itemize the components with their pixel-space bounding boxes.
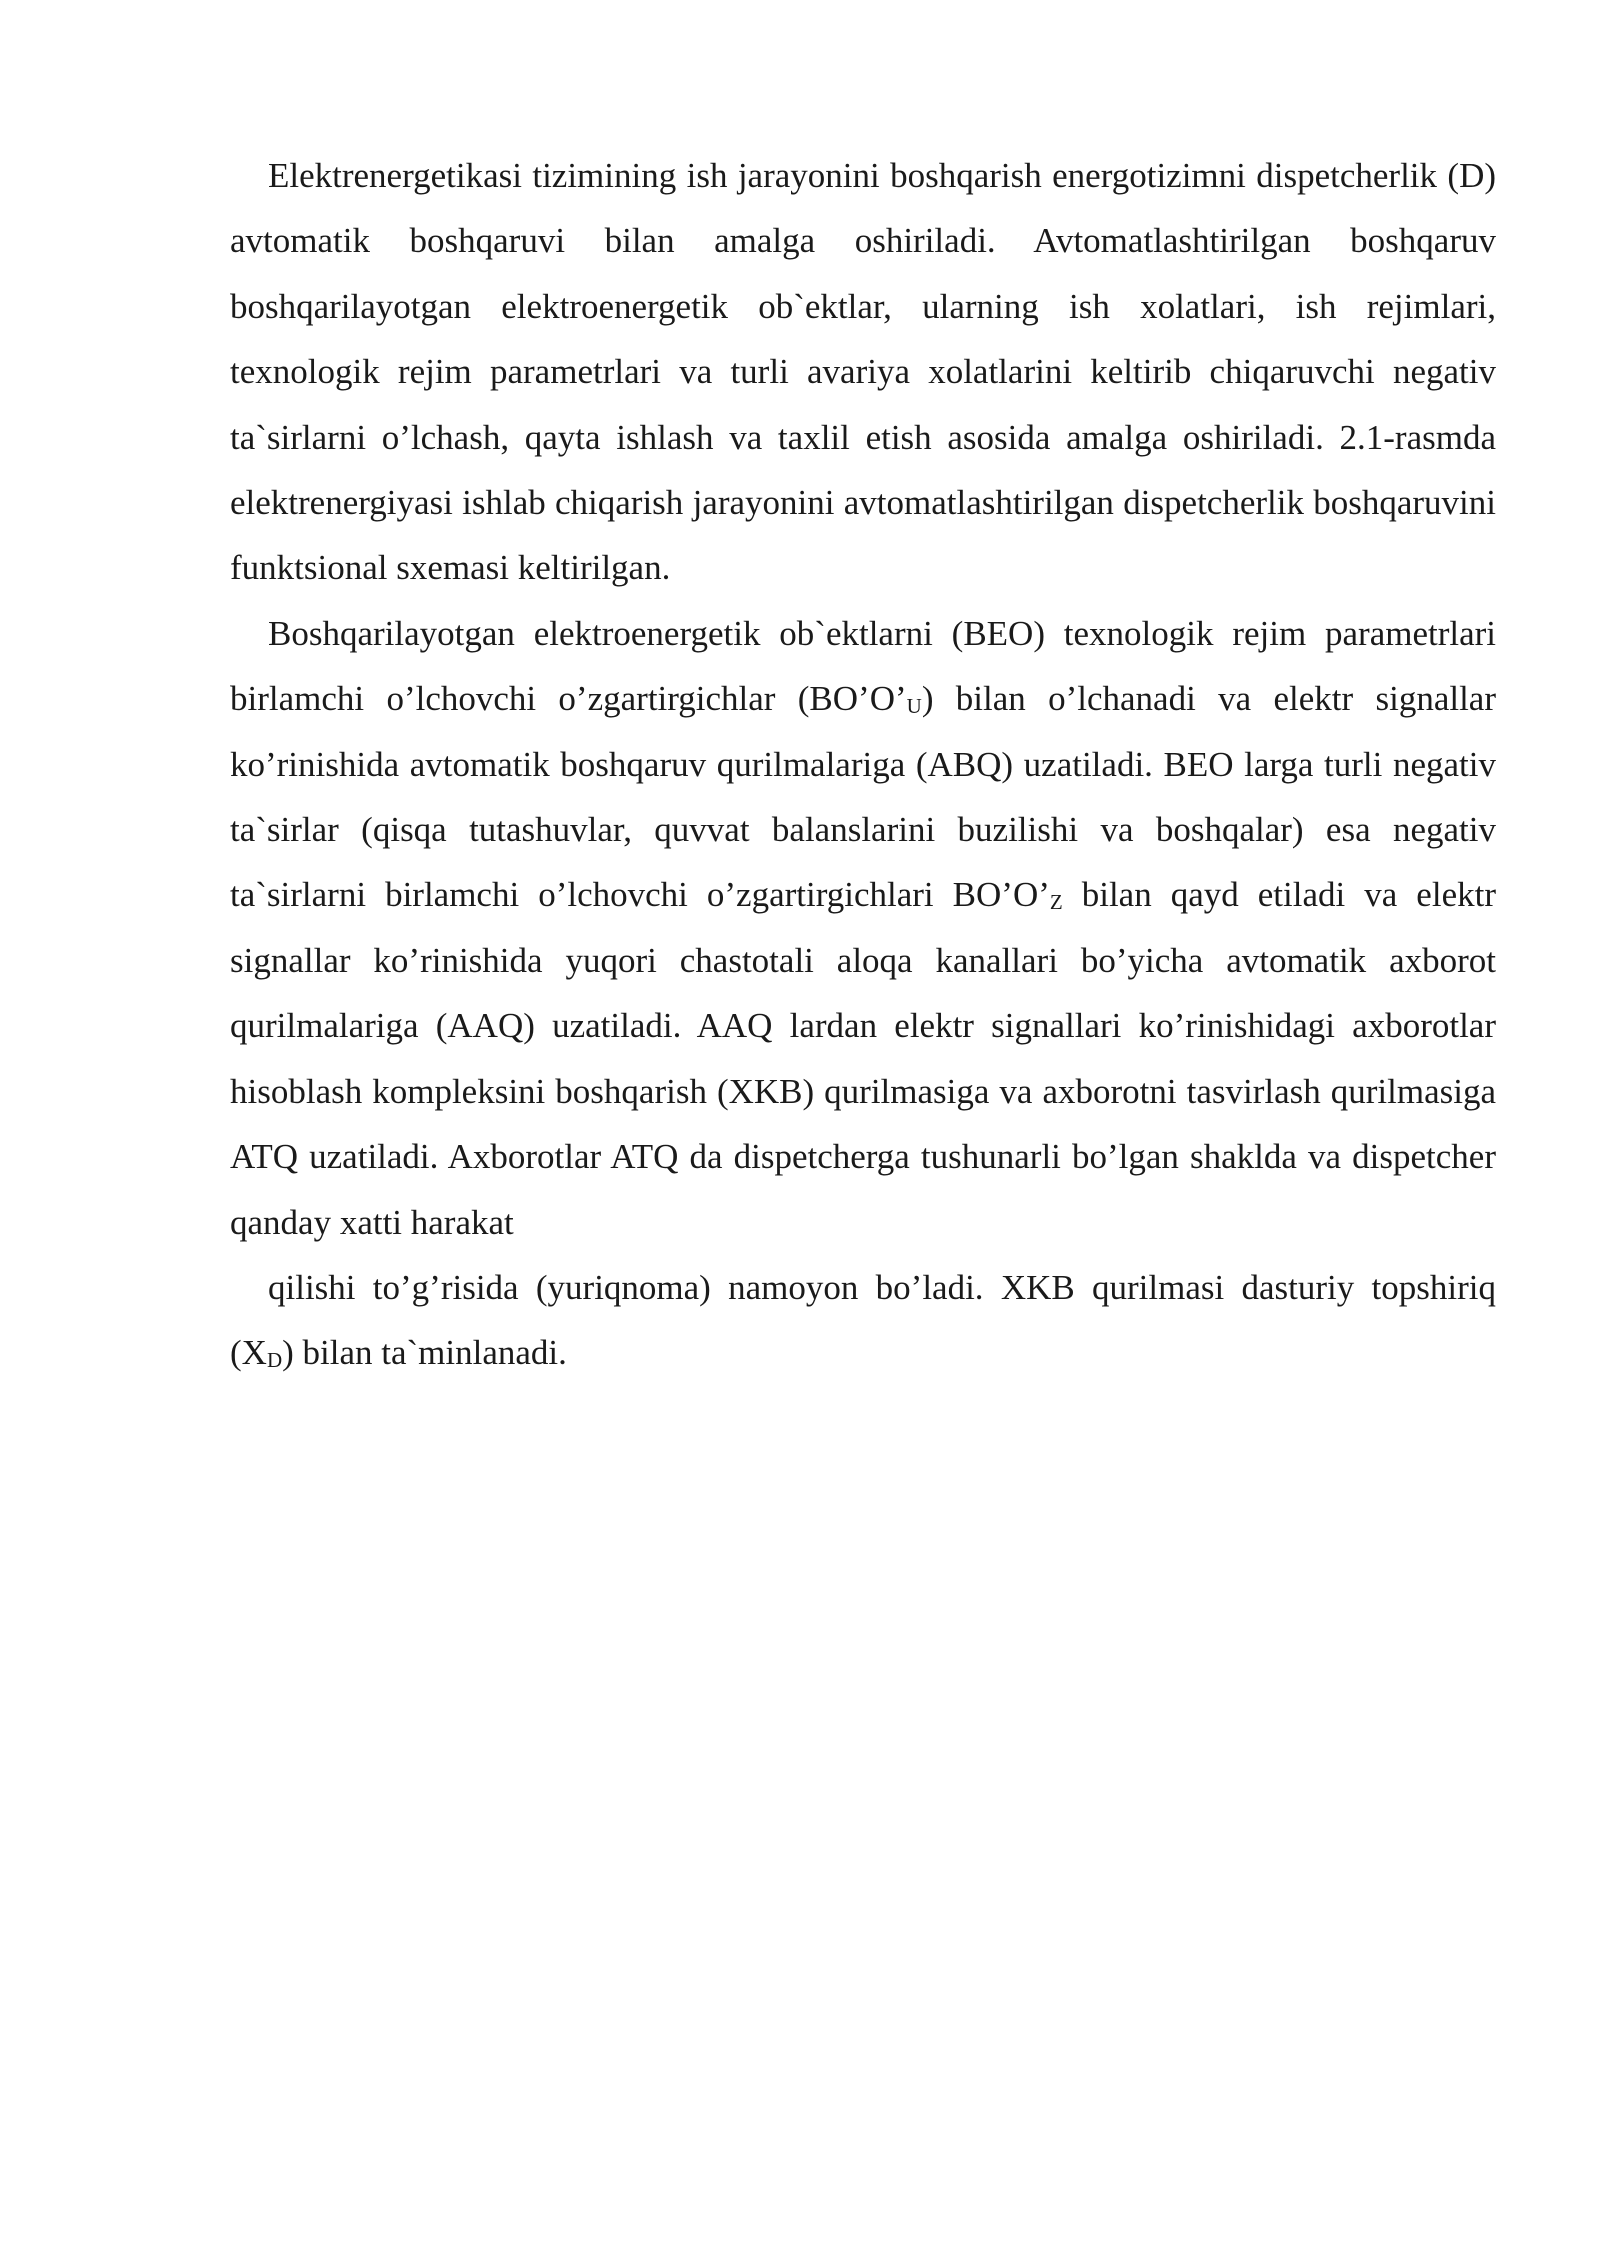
body-text — [230, 143, 1496, 1386]
paragraph-3 — [230, 1255, 1496, 1386]
paragraph-text: Elektrenergetikasi tizimining ish jarayonini boshqarish energotizimni dispetcherlik (D) avtomatik boshqaruvi bilan amalga oshiriladi. Avtomatlashtirilgan boshqaruv boshqarilayotgan elektroenergetik ob`ektlar, ularning ish xolatlari, ish rejimlari, texnologik rejim parametrlari va turli avariya xolatlarini keltirib chiqaruvchi negativ ta`sirlarni o’lchash, qayta ishlash va taxlil etish asosida amalga oshiriladi. 2.1-rasmda elektrenergiyasi ishlab chiqarish jarayonini avtomatlashtirilgan dispetcherlik boshqaruvini funktsional sxemasi keltirilgan. — [230, 156, 1496, 588]
paragraph-text: bilan qayd etiladi va elektr signallar ko’rinishida yuqori chastotali aloqa kanallari bo’yicha avtomatik axborot qurilmalariga (AAQ) uzatiladi. AAQ lardan elektr signallari ko’rinishidagi axborotlar hisoblash kompleksini boshqarish (XKB) qurilmasiga va axborotni tasvirlash qurilmasiga ATQ uzatiladi. Axborotlar ATQ da dispetcherga tushunarli bo’lgan shaklda va dispetcher qanday xatti harakat — [230, 875, 1496, 1242]
paragraph-text: qilishi to’g’risida (yuriqnoma) namoyon bo’ladi. XKB qurilmasi dasturiy topshiriq (X — [230, 1267, 1496, 1373]
paragraph-2 — [230, 601, 1496, 1255]
subscript: Z — [1049, 890, 1063, 915]
paragraph-text: ) bilan o’lchanadi va elektr signallar ko’rinishida avtomatik boshqaruv qurilmalariga (ABQ) uzatiladi. BEO larga turli negativ ta`sirlar (qisqa tutashuvlar, quvvat balanslarini buzilishi va boshqalar) esa negativ ta`sirlarni birlamchi o’lchovchi o’zgartirgichlari BO’O’ — [230, 679, 1497, 915]
paragraph-text: Boshqarilayotgan elektroenergetik ob`ektlarni (BEO) texnologik rejim parametrlari birlamchi o’lchovchi o’zgartirgichlar (BO’O’ — [230, 613, 1496, 719]
subscript: U — [906, 694, 922, 719]
subscript: D — [266, 1348, 283, 1373]
paragraph-text: ) bilan ta`minlanadi. — [282, 1333, 567, 1373]
paragraph-1 — [230, 143, 1496, 601]
